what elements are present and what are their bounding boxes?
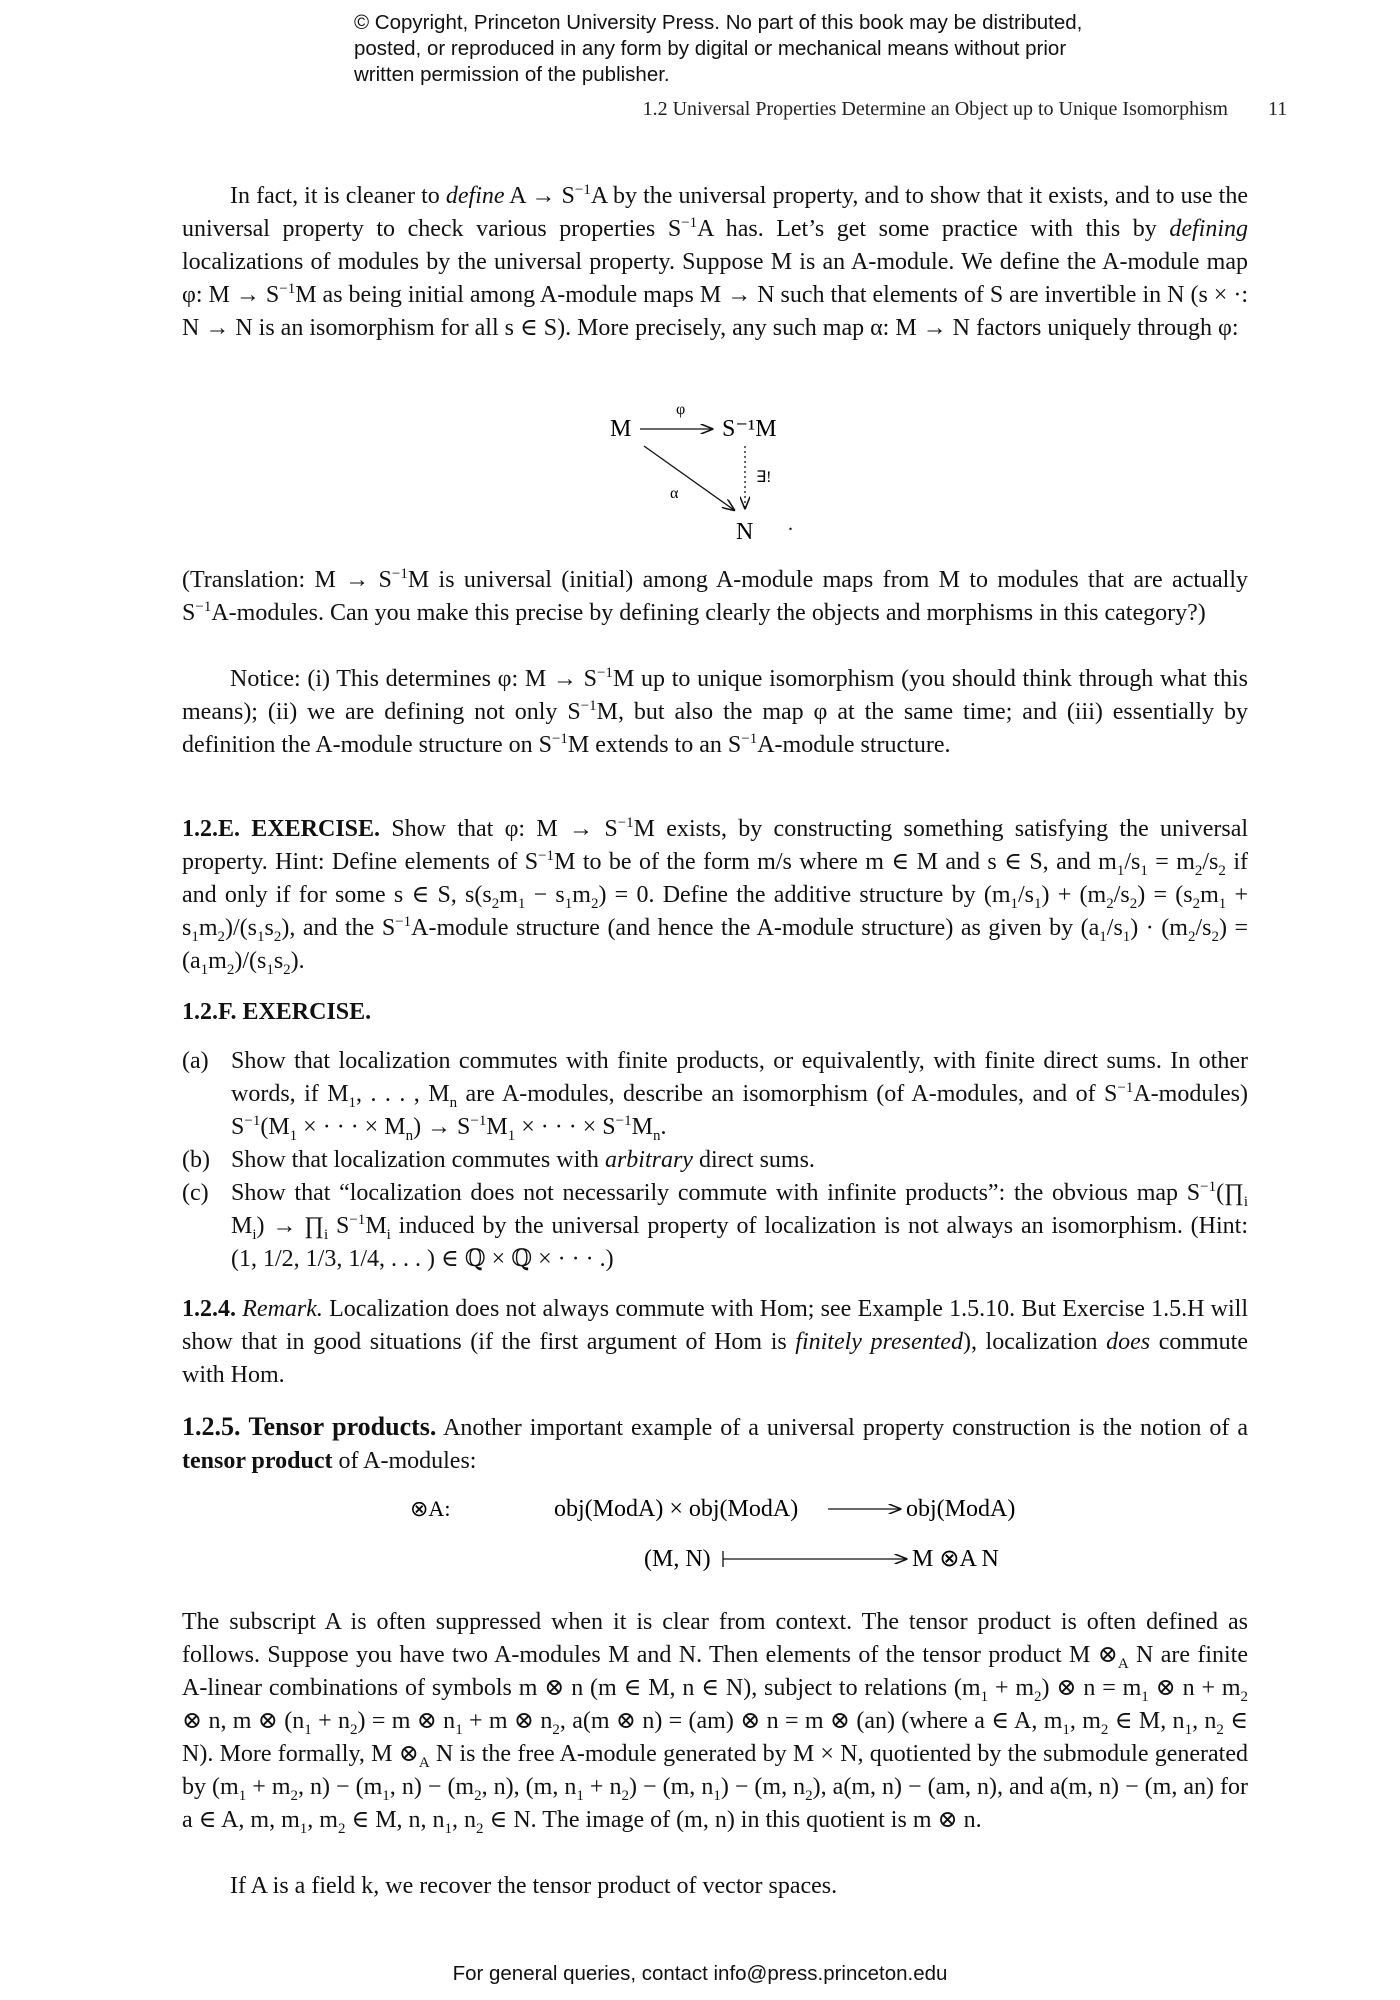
paragraph-localization-definition: In fact, it is cleaner to define $A \to S^{-1}A$ by the universal property, and to show that it exists, and to use the universal property to check various properties $S^{-1}A$ has. Let’s get some practice with this by defining localizations of modules by the universal property. Suppose M is an A-module. We define the A-module map φ: $M \to S^{-1}M$ as being initial among A-module maps M → N such that elements of S are invertible in N (s × ·: N → N is an isomorphism for all s ∈ S). More precisely, any such map α: M → N factors uniquely through φ: — [182, 182, 1248, 341]
item-b-label: (b) — [182, 1147, 210, 1173]
universal-property-diagram — [600, 400, 840, 560]
exercise-f-item-c: (c) Show that “localization does not necessarily commute with infinite products”: the obvious map $S^{-1}(\prod_i$ $M_i$) → $\prod_i$ $S^{-1}M_i$ induced by the universal property of localization is not always an isomorphism. (Hint: (1, 1/2, 1/3, 1/4, . . . ) ∈ ℚ × ℚ × · · · .) — [182, 1179, 1249, 1272]
paragraph-tensor-definition: The subscript A is often suppressed when it is clear from context. The tensor product is often defined as follows. Suppose you have two A-modules M and N. Then elements of the tensor product M $\otimes_A$ N are finite A-linear combinations of symbols m ⊗ n (m ∈ M, n ∈ N), subject to relations $(m_1 + m_2)$ ⊗ $n = m_1$ ⊗ $n + m_2$ ⊗ n, m ⊗ $(n_1 + n_2) = m$ ⊗ $n_1 + m$ ⊗ $n_2$, a(m ⊗ n) = (am) ⊗ n = m ⊗ (an) (where a ∈ A, $m_1$, $m_2$ ∈ M, $n_1$, $n_2$ ∈ N). More formally, M $\otimes_A$ N is the free A-module generated by M × N, quotiented by the submodule generated by ($m_1 + m_2$, $n) - (m_1$, $n) - (m_2$, n), (m, $n_1 + n_2) - (m$, $n_1) - (m$, $n_2$), a(m, n) − (am, n), and a(m, n) − (m, an) for a ∈ A, m, $m_1$, $m_2$ ∈ M, n, $n_1$, $n_2$ ∈ N. The image of (m, n) in this quotient is m ⊗ n. — [182, 1609, 1249, 1837]
exercise-f-item-b: (b) Show that localization commutes with arbitrary direct sums. — [182, 1144, 1248, 1177]
item-c-label: (c) — [182, 1180, 209, 1206]
diagram-object-n: N — [736, 519, 754, 545]
diagram-object-s-inverse-m: S⁻¹M — [722, 416, 777, 442]
paragraph-field-case: If A is a field k, we recover the tensor product of vector spaces. — [230, 1873, 838, 1899]
page-number: 11 — [1268, 98, 1288, 120]
tensor-domain: obj(ModA) × obj(ModA) — [554, 1496, 799, 1522]
diagram-alpha-label: α — [670, 485, 679, 502]
tensor-element: (M, N) — [644, 1546, 711, 1572]
exercise-f-label: 1.2.F. EXERCISE. — [182, 999, 372, 1025]
remark-label: 1.2.4. — [182, 1296, 236, 1322]
remark-1-2-4: 1.2.4. Remark. Localization does not always commute with Hom; see Example 1.5.10. But Exercise 1.5.H will show that in good situations (if the first argument of Hom is finitely presented), localization does commute with Hom. — [182, 1296, 1249, 1388]
diagram-arrow-alpha — [644, 446, 734, 510]
copyright-notice: © Copyright, Princeton University Press. No part of this book may be distributed, posted, or reproduced in any form by digital or mechanical means without prior written permission of the publisher. — [354, 11, 1083, 86]
tensor-product-map-diagram — [400, 1490, 1060, 1590]
section-1-2-5-intro: 1.2.5. Tensor products. Another important example of a universal property construction is the notion of a tensor product of A-modules: — [182, 1412, 1248, 1474]
remark-title: Remark. — [242, 1296, 323, 1322]
tensor-symbol: ⊗A: — [410, 1496, 451, 1521]
diagram-phi-label: φ — [676, 401, 686, 418]
exercise-f-items — [182, 1045, 1248, 1276]
tensor-image: M ⊗A N — [912, 1546, 999, 1572]
exercise-1-2-f — [182, 996, 1248, 1029]
exercise-1-2-e: 1.2.E. EXERCISE. Show that φ: $M \to S^{-1}M$ exists, by constructing something satisfying the universal property. Hint: Define elements of $S^{-1}M$ to be of the form m/s where m ∈ M and s ∈ S, and $m_1/s_1 = m_2/s_2$ if and only if for some s ∈ S, $s(s_2m_1 - s_1m_2) = 0$. Define the additive structure by $(m_1/s_1) + (m_2/s_2) = (s_2m_1 + s_1m_2)/(s_1s_2)$, and the $S^{-1}A$-module structure (and hence the A-module structure) as given by $(a_1/s_1) \cdot (m_2/s_2) = (a_1m_2)/(s_1s_2)$. — [182, 815, 1249, 978]
paragraph-notice: Notice: (i) This determines φ: $M \to S^{-1}M$ up to unique isomorphism (you should think through what this means); (ii) we are defining not only $S^{-1}M$, but also the map φ at the same time; and (iii) essentially by definition the A-module structure on $S^{-1}M$ extends to an $S^{-1}A$-module structure. — [182, 665, 1248, 758]
footer-contact: For general queries, contact info@press.princeton.edu — [452, 1962, 948, 1985]
exercise-e-label: 1.2.E. EXERCISE. — [182, 816, 381, 842]
running-head-title: 1.2 Universal Properties Determine an Object up to Unique Isomorphism — [642, 98, 1228, 120]
diagram-object-m: M — [610, 416, 632, 442]
diagram-exists-unique-label: ∃! — [756, 469, 772, 486]
tensor-codomain: obj(ModA) — [906, 1496, 1016, 1522]
section-label: 1.2.5. Tensor products. — [182, 1412, 437, 1441]
exercise-f-item-a: (a) Show that localization commutes with finite products, or equivalently, with finite direct sums. In other words, if $M_1$, . . . , $M_n$ are A-modules, describe an isomorphism (of A-modules, and of $S^{-1}A-modules$) $S^{-1}(M_1$ × · · · × $M_n) \to S^{-1}M_1$ × · · · × $S^{-1}M_n$. — [182, 1045, 1248, 1144]
running-head — [0, 98, 1300, 121]
paragraph-translation: (Translation: $M \to S^{-1}M$ is universal (initial) among A-module maps from M to modules that are actually $S^{-1}A$-modules. Can you make this precise by defining clearly the objects and morphisms in this category?) — [182, 566, 1249, 626]
diagram-trailing-dot: . — [788, 513, 793, 535]
item-a-label: (a) — [182, 1048, 209, 1074]
